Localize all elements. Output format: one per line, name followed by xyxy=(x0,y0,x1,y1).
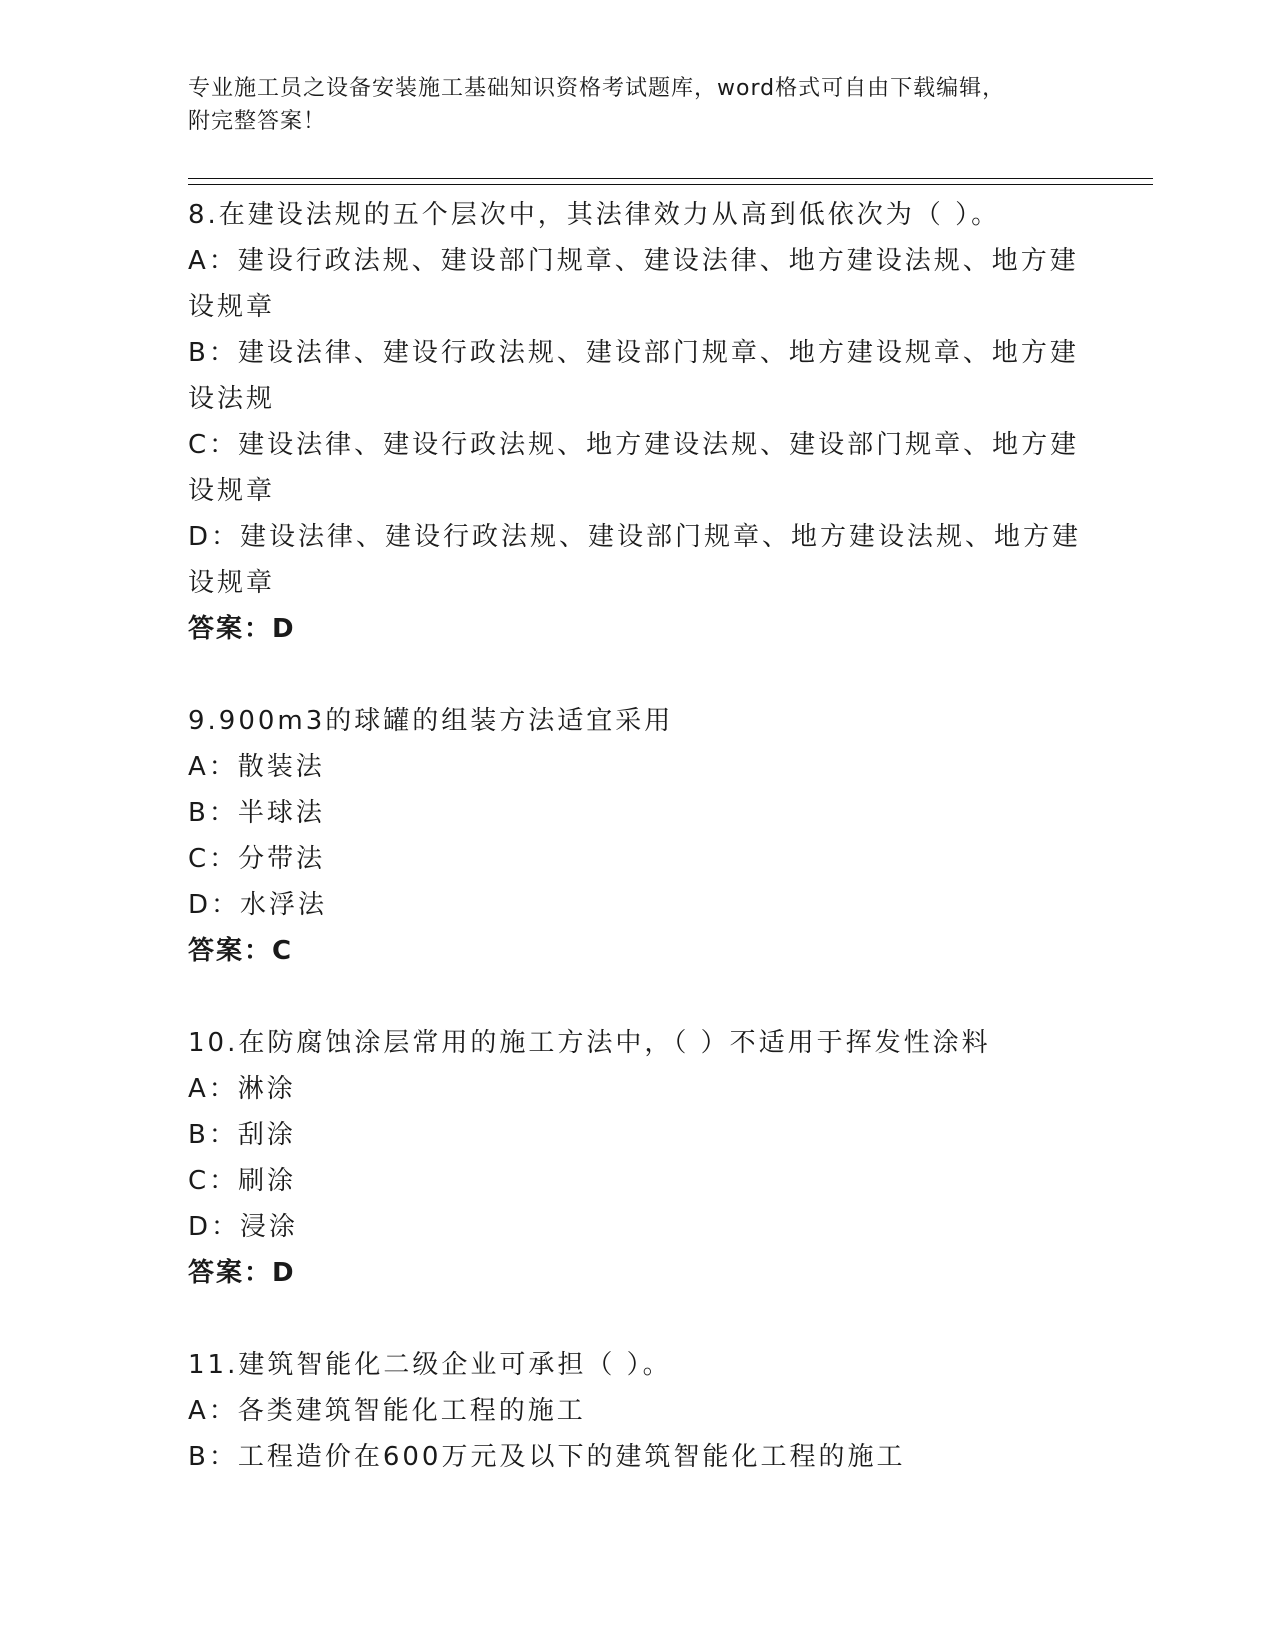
option-line: C：建设法律、建设行政法规、地方建设法规、建设部门规章、地方建 xyxy=(188,430,1080,460)
answer-line: 答案：D xyxy=(188,614,296,644)
option-line: C：刷涂 xyxy=(188,1166,297,1196)
header-line-2: 附完整答案！ xyxy=(188,109,327,134)
option-line: 设规章 xyxy=(188,476,276,506)
question-block xyxy=(188,1342,1088,1480)
header-line-1: 专业施工员之设备安装施工基础知识资格考试题库，word格式可自由下载编辑， xyxy=(188,76,1006,101)
option-line: 设规章 xyxy=(188,568,276,598)
option-line: C：分带法 xyxy=(188,844,326,874)
option-line: B：半球法 xyxy=(188,798,325,828)
question-block xyxy=(188,698,1088,974)
option-line: A：各类建筑智能化工程的施工 xyxy=(188,1396,586,1426)
option-line: D：浸涂 xyxy=(188,1212,299,1242)
option-line: B：建设法律、建设行政法规、建设部门规章、地方建设规章、地方建 xyxy=(188,338,1079,368)
option-line: B：刮涂 xyxy=(188,1120,296,1150)
question-stem: 11.建筑智能化二级企业可承担（ ）。 xyxy=(188,1350,672,1380)
answer-line: 答案：D xyxy=(188,1258,296,1288)
answer-line: 答案：C xyxy=(188,936,294,966)
option-line: D：水浮法 xyxy=(188,890,328,920)
option-line: D：建设法律、建设行政法规、建设部门规章、地方建设法规、地方建 xyxy=(188,522,1082,552)
option-line: 设规章 xyxy=(188,292,276,322)
header-divider-top xyxy=(188,178,1153,179)
question-block xyxy=(188,1020,1088,1296)
option-line: 设法规 xyxy=(188,384,276,414)
option-line: B：工程造价在600万元及以下的建筑智能化工程的施工 xyxy=(188,1442,906,1472)
header-divider-bottom xyxy=(188,184,1153,185)
question-block xyxy=(188,192,1088,652)
question-list xyxy=(188,192,1088,1480)
question-stem: 10.在防腐蚀涂层常用的施工方法中，（ ）不适用于挥发性涂料 xyxy=(188,1028,991,1058)
question-stem: 8.在建设法规的五个层次中，其法律效力从高到低依次为（ ）。 xyxy=(188,200,1001,230)
option-line: A：淋涂 xyxy=(188,1074,296,1104)
option-line: A：建设行政法规、建设部门规章、建设法律、地方建设法规、地方建 xyxy=(188,246,1079,276)
option-line: A：散装法 xyxy=(188,752,325,782)
document-header xyxy=(188,72,1088,138)
question-stem: 9.900m3的球罐的组装方法适宜采用 xyxy=(188,706,674,736)
